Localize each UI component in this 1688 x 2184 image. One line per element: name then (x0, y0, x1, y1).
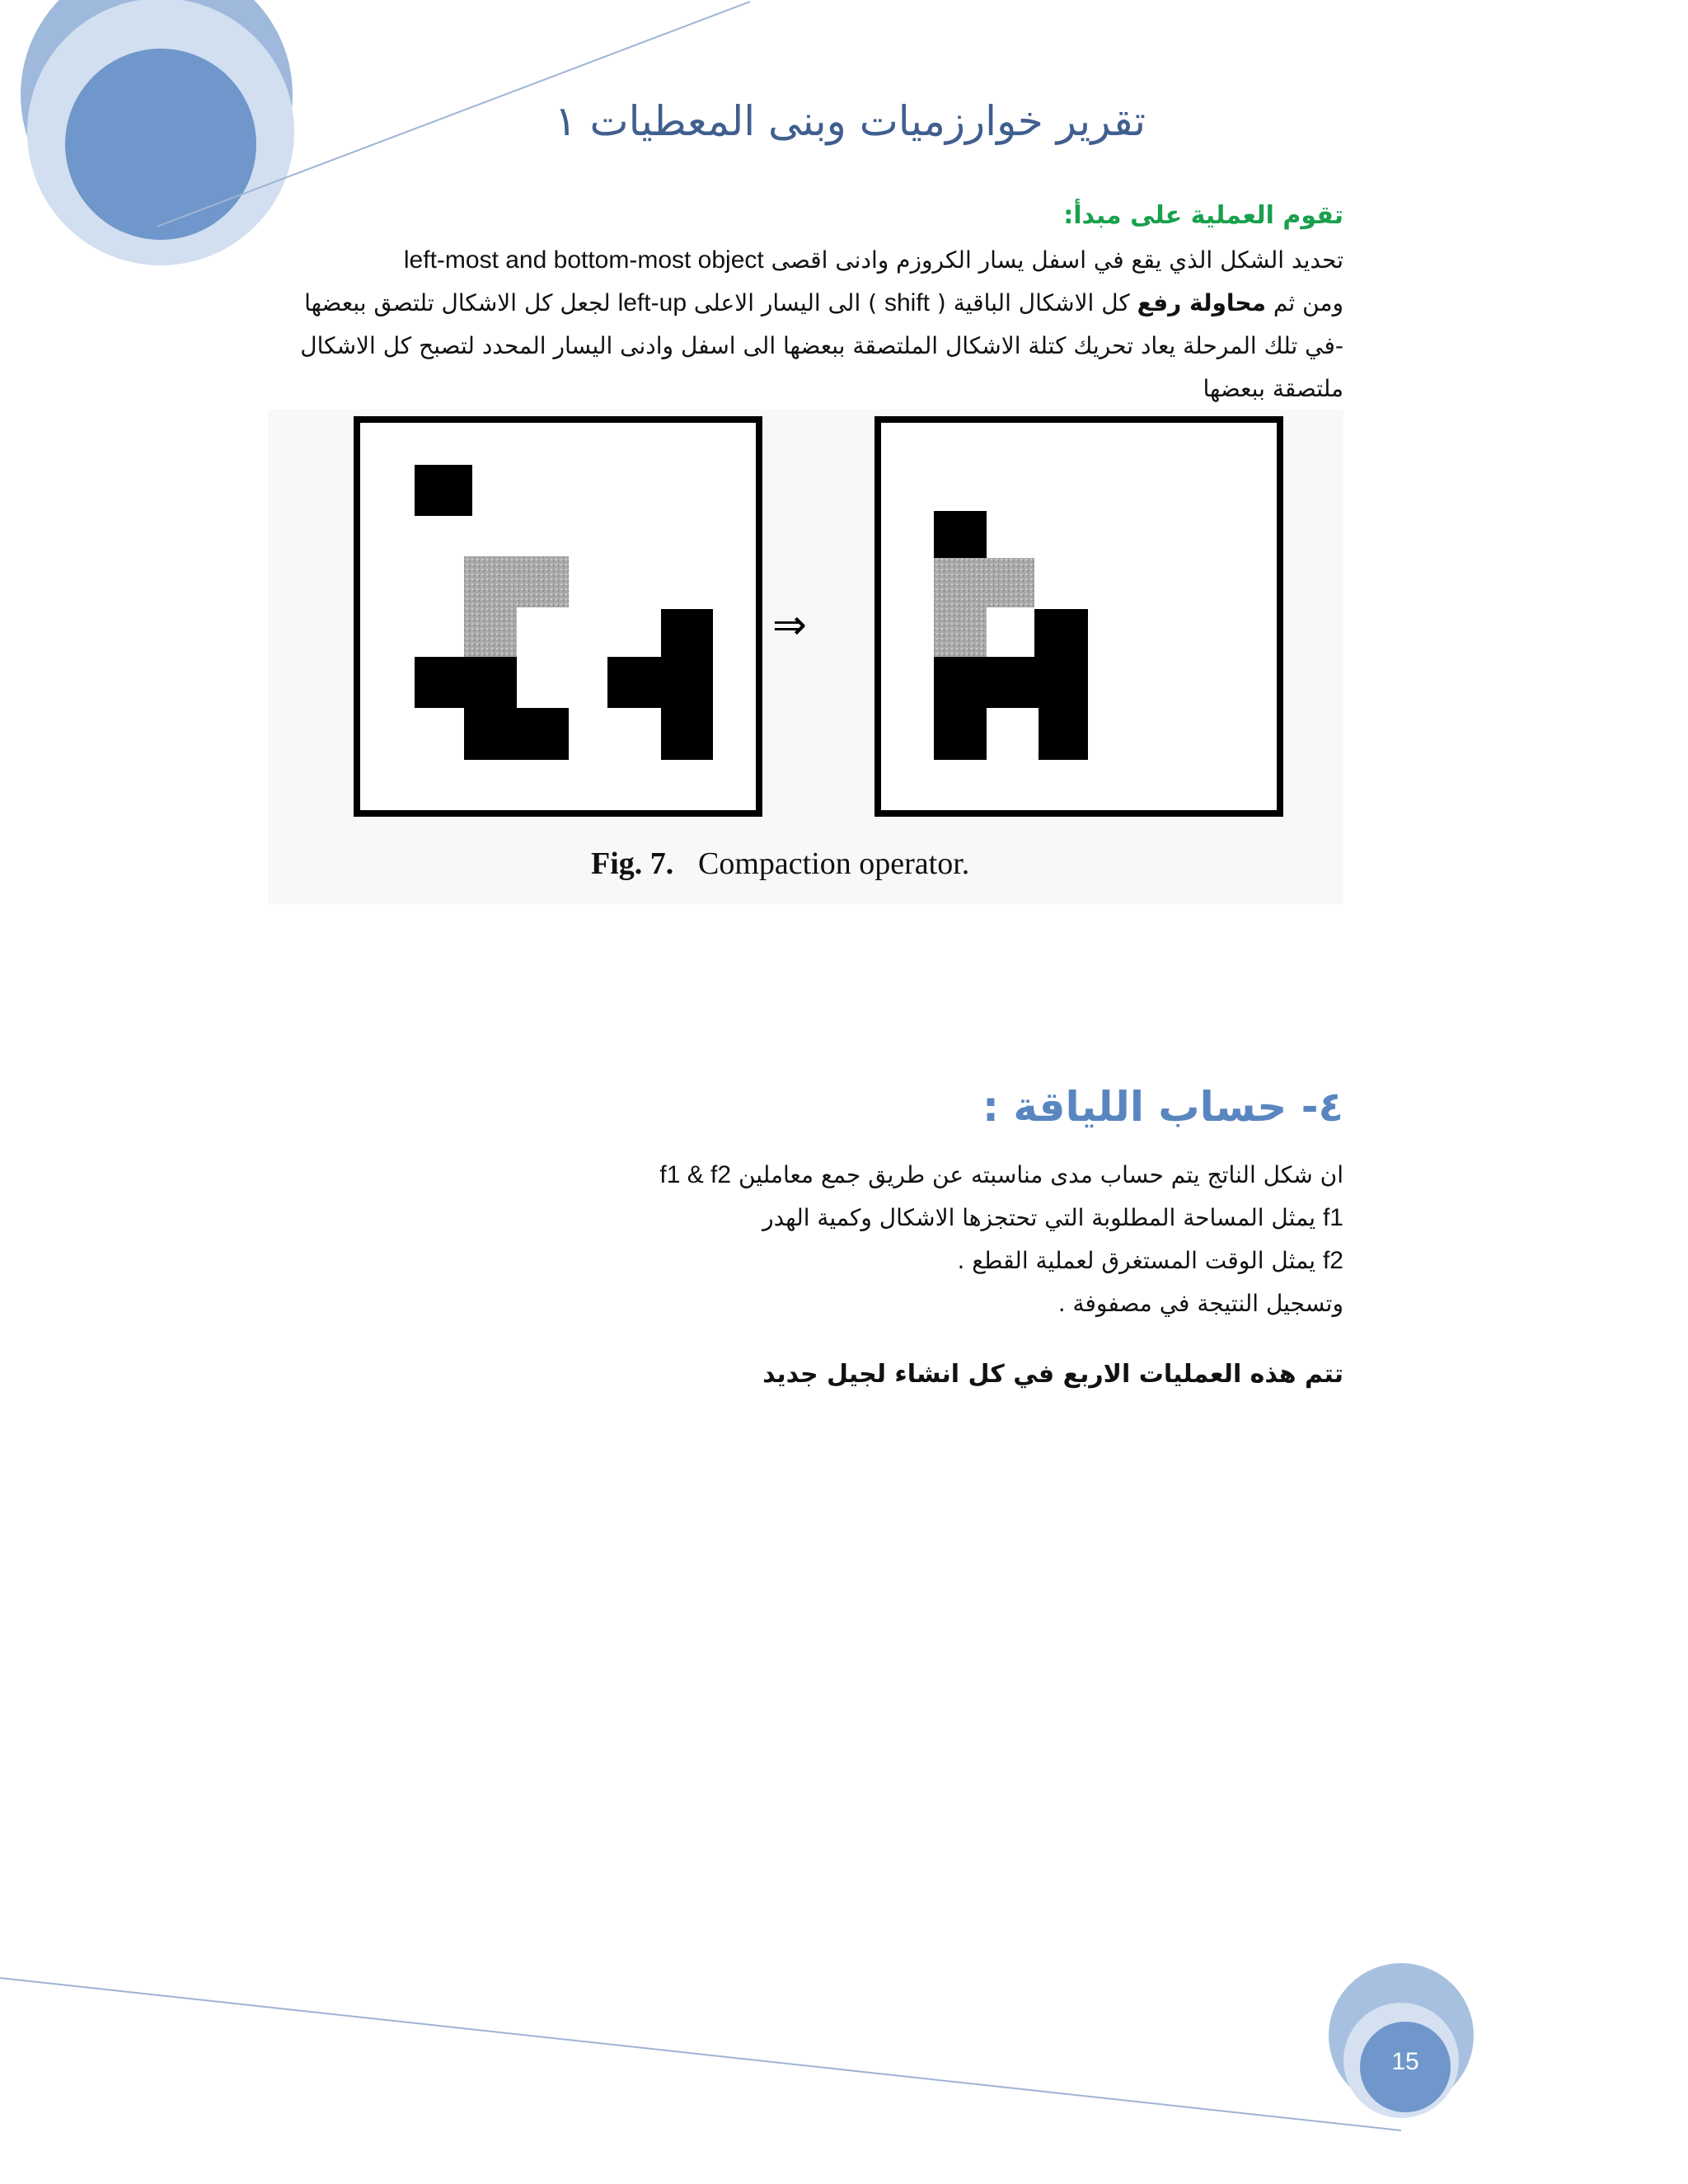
line2-shift: shift (884, 289, 930, 316)
line2-part-b: كل الاشكال الباقية ( (936, 289, 1130, 316)
fitness-f2-label: f2 (1322, 1247, 1343, 1274)
fitness-f1-label: f1 (1322, 1204, 1343, 1231)
figure-caption-label: Fig. 7. (591, 846, 674, 881)
left-small-square (415, 465, 472, 516)
fitness-line1-english: f1 & f2 (659, 1161, 732, 1188)
line1-arabic: تحديد الشكل الذي يقع في اسفل يسار الكروزم وادنى اقصى (771, 246, 1343, 274)
line2-bold: محاولة رفع (1137, 289, 1266, 316)
fitness-line-1 (256, 1154, 1343, 1197)
fitness-heading: ٤- حساب اللياقة : (982, 1083, 1343, 1131)
line2-part-a: ومن ثم (1273, 289, 1343, 316)
fitness-line-4: وتسجيل النتيجة في مصفوفة . (1057, 1290, 1343, 1317)
fitness-f1-text: يمثل المساحة المطلوبة التي تحتجزها الاشكال وكمية الهدر (762, 1204, 1316, 1231)
fitness-paragraph (256, 1154, 1343, 1325)
fitness-line1-arabic: ان شكل الناتج يتم حساب مدى مناسبته عن طريق جمع معاملين (738, 1161, 1343, 1188)
line2-part-c: ) الى اليسار الاعلى (693, 289, 878, 316)
line1-english: left-most and bottom-most object (403, 246, 764, 274)
page-title: تقرير خوارزميات وبنى المعطيات ١ (554, 97, 1146, 145)
compaction-paragraph (256, 239, 1343, 410)
fitness-line-2 (256, 1197, 1343, 1240)
compaction-figure-drawing (268, 410, 1343, 904)
page-number: 15 (1391, 2048, 1419, 2075)
compaction-figure (268, 410, 1343, 904)
compaction-line-3: -في تلك المرحلة يعاد تحريك كتلة الاشكال الملتصقة ببعضها الى اسفل وادنى اليسار المحدد لتصبح كل الاشكال (300, 332, 1343, 359)
compaction-line-4: ملتصقة ببعضها (1203, 375, 1343, 402)
compaction-line-1 (256, 239, 1343, 282)
figure-caption-text: Compaction operator. (698, 846, 970, 881)
line2-english: left-up (617, 289, 687, 316)
line2-part-d: لجعل كل الاشكال تلتصق ببعضها (304, 289, 611, 316)
compaction-heading: تقوم العملية على مبدأ: (1063, 201, 1343, 230)
decor-line-bottom (0, 1978, 1401, 2130)
closing-sentence: تتم هذه العمليات الاربع في كل انشاء لجيل جديد (762, 1360, 1343, 1389)
fitness-f2-text: يمثل الوقت المستغرق لعملية القطع . (957, 1247, 1316, 1274)
compaction-line-2 (256, 282, 1343, 325)
figure-arrow: ⇒ (772, 601, 807, 649)
fitness-line-3 (256, 1240, 1343, 1282)
